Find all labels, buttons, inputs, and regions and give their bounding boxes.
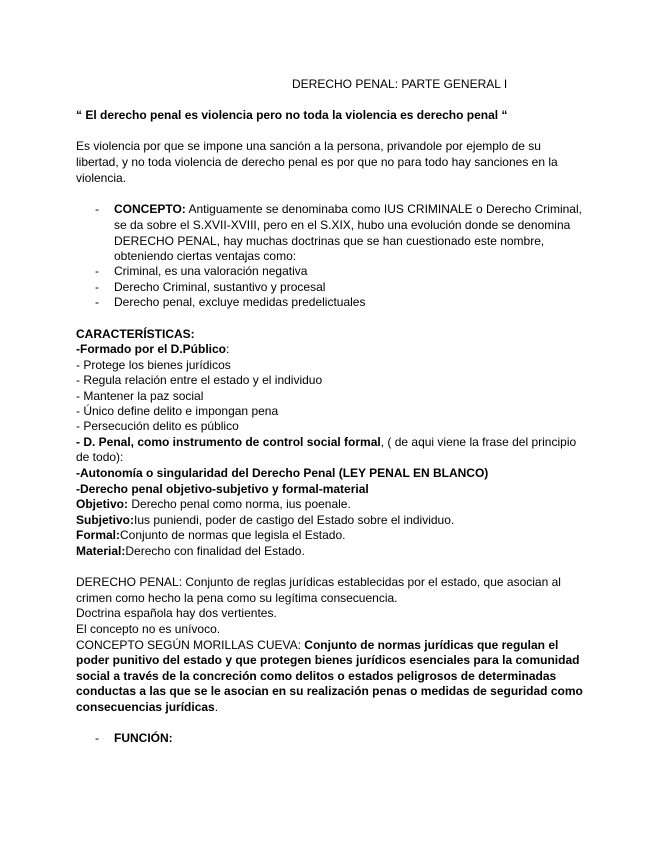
morillas-line-4: conductas a las que se le asocian en su realización penas o medidas de seguridad como: [76, 684, 583, 698]
derecho-penal-line-4: El concepto no es unívoco.: [76, 622, 221, 636]
morillas-first: Conjunto de normas jurídicas que regulan el: [304, 638, 559, 652]
def-term: Subjetivo:: [76, 513, 135, 527]
def-objetivo: [76, 497, 351, 512]
def-term: Formal:: [76, 528, 121, 542]
intro-line-2: libertad, y no toda violencia de derecho penal es por que no para todo hay sanciones en la: [76, 155, 558, 169]
def-text: Derecho con finalidad del Estado.: [125, 544, 305, 558]
caracteristica-item-4: - Único define delito e impongan pena: [76, 404, 279, 418]
bullet-dash: -: [95, 280, 99, 294]
concepto-first-text: Antiguamente se denominaba como IUS CRIMINALE o Derecho Criminal,: [185, 202, 582, 216]
intro-line-3: violencia.: [76, 171, 127, 185]
derecho-penal-line-3: Doctrina española hay dos vertientes.: [76, 606, 277, 620]
concepto-line-2: se da sobre el S.XVII-XVIII, pero en el S.XIX, hubo una evolución donde se denomina: [114, 218, 571, 232]
bullet-dash: -: [95, 264, 99, 278]
caracteristica-item-5: - Persecución delito es público: [76, 419, 239, 433]
def-subjetivo: [76, 513, 454, 528]
concepto-bullet-2: Derecho Criminal, sustantivo y procesal: [114, 280, 326, 294]
autonomia-line: -Autonomía o singularidad del Derecho Penal (LEY PENAL EN BLANCO): [76, 466, 489, 480]
control-social-text: , ( de aqui viene la frase del principio: [380, 435, 577, 449]
def-text: Derecho penal como norma, ius poenale.: [128, 497, 351, 511]
concepto-bullet-1: Criminal, es una valoración negativa: [114, 264, 308, 278]
formado-line: [76, 342, 229, 357]
def-term: Objetivo:: [76, 497, 129, 511]
morillas-prefix: CONCEPTO SEGÚN MORILLAS CUEVA:: [76, 638, 305, 652]
control-social-line-2: de todo):: [76, 450, 124, 464]
morillas-line-5: [76, 700, 218, 715]
concepto-first-line: [114, 202, 582, 217]
concepto-line-3: DERECHO PENAL, hay muchas doctrinas que se han cuestionado este nombre,: [114, 234, 545, 248]
morillas-line-1: [76, 638, 558, 653]
bullet-dash: -: [95, 295, 99, 309]
formado-colon: :: [226, 342, 230, 356]
caracteristicas-heading: CARACTERÍSTICAS:: [76, 327, 195, 341]
concepto-line-4: obteniendo ciertas ventajas como:: [114, 249, 297, 263]
caracteristica-item-1: - Protege los bienes jurídicos: [76, 358, 231, 372]
morillas-end: .: [214, 700, 219, 714]
funcion-label: FUNCIÓN:: [114, 731, 173, 745]
control-social-line: [76, 435, 576, 450]
caracteristica-item-3: - Mantener la paz social: [76, 389, 204, 403]
def-text: Ius puniendi, poder de castigo del Estado sobre el individuo.: [134, 513, 455, 527]
opening-quote: “ El derecho penal es violencia pero no toda la violencia es derecho penal “: [76, 108, 508, 122]
caracteristica-item-2: - Regula relación entre el estado y el individuo: [76, 373, 323, 387]
derecho-penal-line-2: crimen como hecho la pena como su legítima consecuencia.: [76, 591, 398, 605]
def-material: [76, 544, 305, 559]
concepto-bullet-dash: -: [95, 202, 99, 216]
derecho-penal-line-1: DERECHO PENAL: Conjunto de reglas jurídicas establecidas por el estado, que asocian al: [76, 575, 561, 589]
morillas-line-2: poder punitivo del estado y que protegen bienes jurídicos esenciales para la comunidad: [76, 653, 580, 667]
objetivo-subjetivo-line: -Derecho penal objetivo-subjetivo y formal-material: [76, 482, 369, 496]
control-social-label: - D. Penal, como instrumento de control social formal: [76, 435, 381, 449]
concepto-bullet-3: Derecho penal, excluye medidas predelictuales: [114, 295, 366, 309]
def-formal: [76, 528, 346, 543]
intro-line-1: Es violencia por que se impone una sanción a la persona, privandole por ejemplo de su: [76, 139, 541, 153]
def-text: Conjunto de normas que legisla el Estado.: [120, 528, 346, 542]
formado-label: -Formado por el D.Público: [76, 342, 227, 356]
concepto-label: CONCEPTO:: [114, 202, 186, 216]
def-term: Material:: [76, 544, 126, 558]
morillas-line-3: social a través de la concreción como delitos o estados peligrosos de determinadas: [76, 669, 557, 683]
funcion-bullet-dash: -: [95, 731, 99, 745]
morillas-last: consecuencias jurídicas: [76, 700, 215, 714]
page-title: DERECHO PENAL: PARTE GENERAL I: [292, 77, 508, 91]
